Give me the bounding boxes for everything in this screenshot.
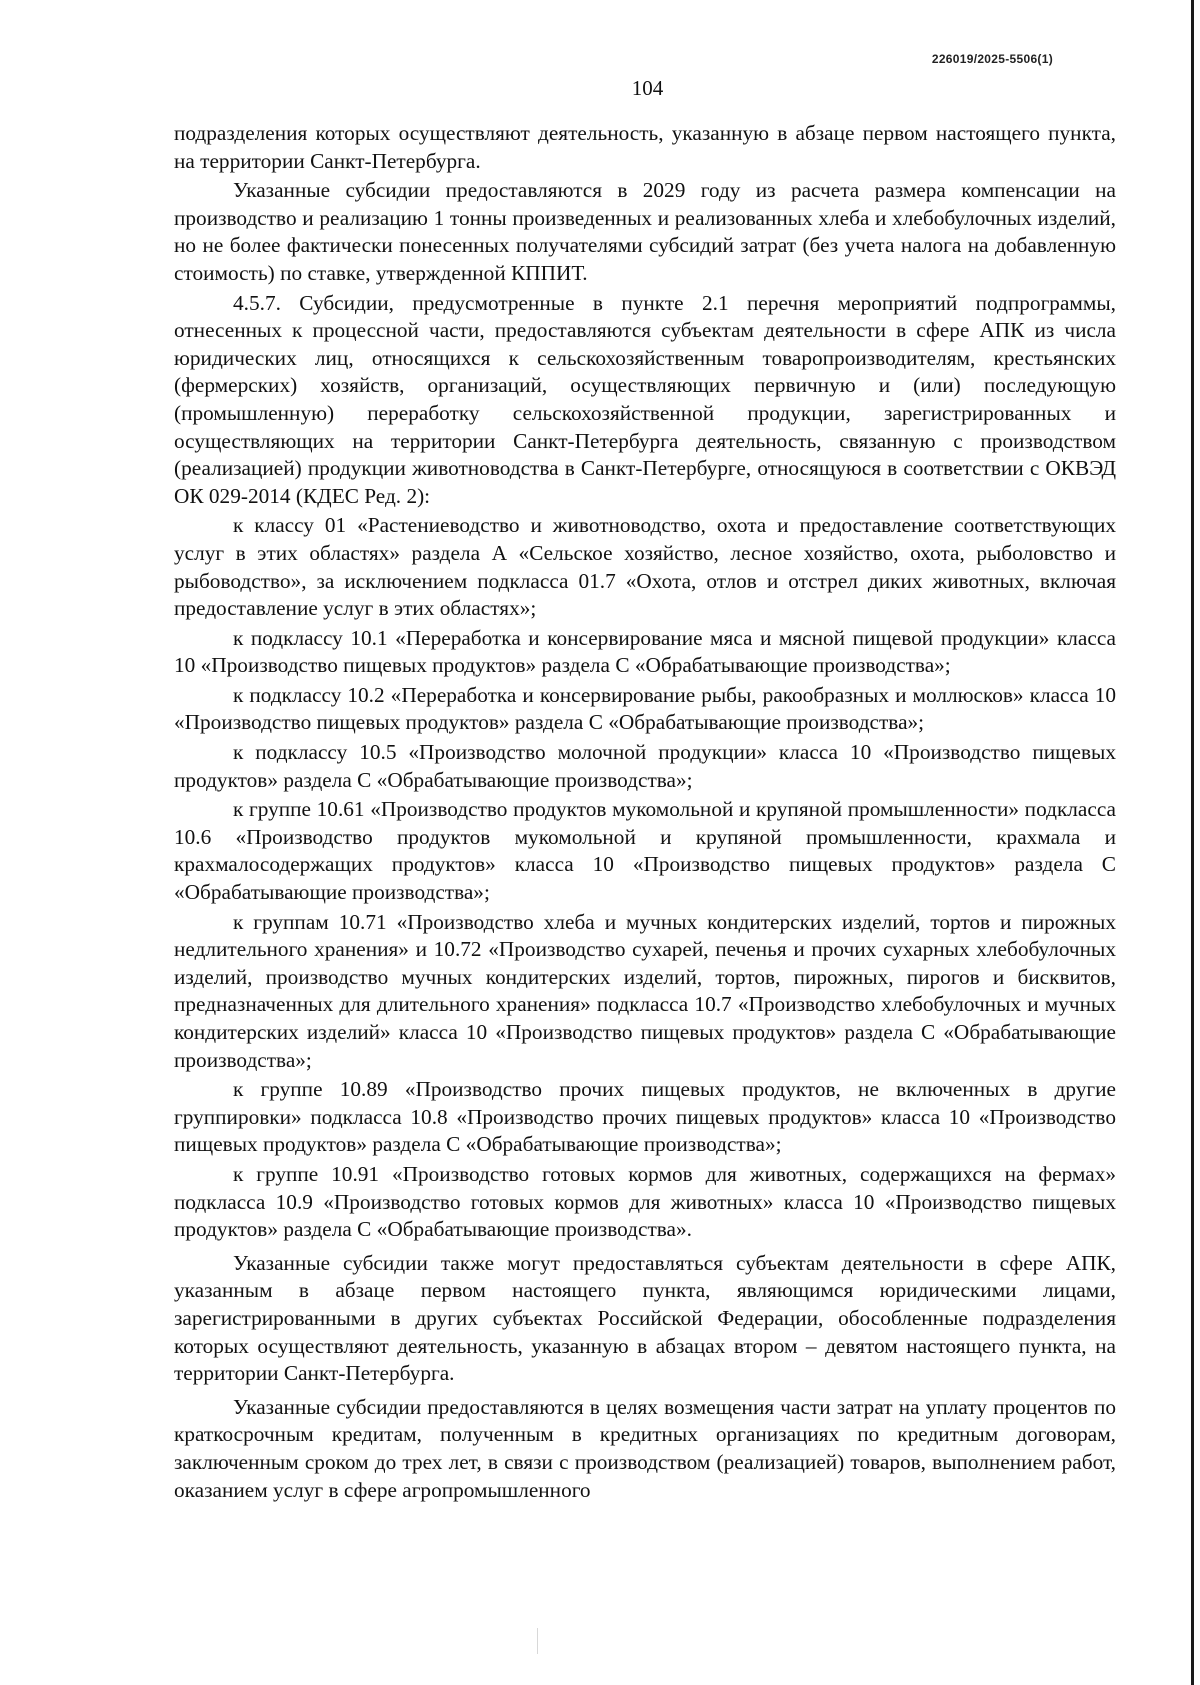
scan-edge-line (1191, 0, 1194, 1685)
paragraph-continuation: подразделения которых осуществляют деятельность, указанную в абзаце первом настоящего пункта, на территории Санкт-Петербурга. (174, 121, 1116, 173)
scan-artifact-line (537, 1628, 538, 1654)
paragraph-other-regions: Указанные субсидии также могут предоставляться субъектам деятельности в сфере АПК, указанным в абзаце первом настоящего пункта, являющимся юридическими лицами, зарегистрированными в других субъектах Российской Федерации, обособленные подразделения которых осуществляют деятельность, указанную в абзацах втором – девятом настоящего пункта, на территории Санкт-Петербурга. (174, 1250, 1116, 1386)
paragraph-group-10-89: к группе 10.89 «Производство прочих пищевых продуктов, не включенных в другие группировки» подкласса 10.8 «Производство прочих пищевых продуктов» класса 10 «Производство пищевых продуктов» раздела С «Обрабатывающие производства»; (174, 1077, 1116, 1157)
document-body (174, 120, 1116, 1506)
document-id: 226019/2025-5506(1) (931, 52, 1053, 66)
paragraph-class-01: к классу 01 «Растениеводство и животноводство, охота и предоставление соответствующих услуг в этих областях» раздела А «Сельское хозяйство, лесное хозяйство, охота, рыболовство и рыбоводство», за исключением подкласса 01.7 «Охота, отлов и отстрел диких животных, включая предоставление услуг в этих областях»; (174, 513, 1116, 621)
paragraph-subclass-10-1: к подклассу 10.1 «Переработка и консервирование мяса и мясной пищевой продукции» класса 10 «Производство пищевых продуктов» раздела С «Обрабатывающие производства»; (174, 625, 1116, 678)
paragraph-subsidy-2029: Указанные субсидии предоставляются в 2029 году из расчета размера компенсации на производство и реализацию 1 тонны произведенных и реализованных хлеба и хлебобулочных изделий, но не более фактически понесенных получателями субсидий затрат (без учета налога на добавленную стоимость) по ставке, утвержденной КППИТ. (174, 178, 1116, 285)
page-number: 104 (631, 76, 664, 100)
paragraph-group-10-91: к группе 10.91 «Производство готовых кормов для животных, содержащихся на фермах» подкласса 10.9 «Производство готовых кормов для животных» класса 10 «Производство пищевых продуктов» раздела С «Обрабатывающие производства». (174, 1161, 1116, 1242)
paragraph-subclass-10-2: к подклассу 10.2 «Переработка и консервирование рыбы, ракообразных и моллюсков» класса 10 «Производство пищевых продуктов» раздела С «Обрабатывающие производства»; (174, 682, 1116, 735)
paragraph-group-10-61: к группе 10.61 «Производство продуктов мукомольной и крупяной промышленности» подкласса 10.6 «Производство продуктов мукомольной и крупяной промышленности, крахмала и крахмалосодержащих продуктов» класса 10 «Производство пищевых продуктов» раздела С «Обрабатывающие производства»; (174, 797, 1116, 905)
paragraph-subclass-10-5: к подклассу 10.5 «Производство молочной продукции» класса 10 «Производство пищевых продуктов» раздела С «Обрабатывающие производства»; (174, 740, 1116, 792)
paragraph-purpose: Указанные субсидии предоставляются в целях возмещения части затрат на уплату процентов по краткосрочным кредитам, полученным в кредитных организациях по кредитным договорам, заключенным сроком до трех лет, в связи с производством (реализацией) товаров, выполнением работ, оказанием услуг в сфере агропромышленного (174, 1394, 1116, 1502)
paragraph-groups-10-71-10-72: к группам 10.71 «Производство хлеба и мучных кондитерских изделий, тортов и пирожных недлительного хранения» и 10.72 «Производство сухарей, печенья и прочих сухарных хлебобулочных изделий, производство мучных кондитерских изделий, тортов, пирожных, пирогов и бисквитов, предназначенных для длительного хранения» подкласса 10.7 «Производство хлебобулочных и мучных кондитерских изделий» класса 10 «Производство пищевых продуктов» раздела С «Обрабатывающие производства»; (174, 909, 1116, 1072)
paragraph-4-5-7: 4.5.7. Субсидии, предусмотренные в пункте 2.1 перечня мероприятий подпрограммы, отнесенных к процессной части, предоставляются субъектам деятельности в сфере АПК из числа юридических лиц, относящихся к сельскохозяйственным товаропроизводителям, крестьянских (фермерских) хозяйств, организаций, осуществляющих первичную и (или) последующую (промышленную) переработку сельскохозяйственной продукции, зарегистрированных и осуществляющих на территории Санкт-Петербурга деятельность, связанную с производством (реализацией) продукции животноводства в Санкт-Петербурге, относящуюся в соответствии с ОКВЭД ОК 029-2014 (КДЕС Ред. 2): (174, 290, 1116, 508)
